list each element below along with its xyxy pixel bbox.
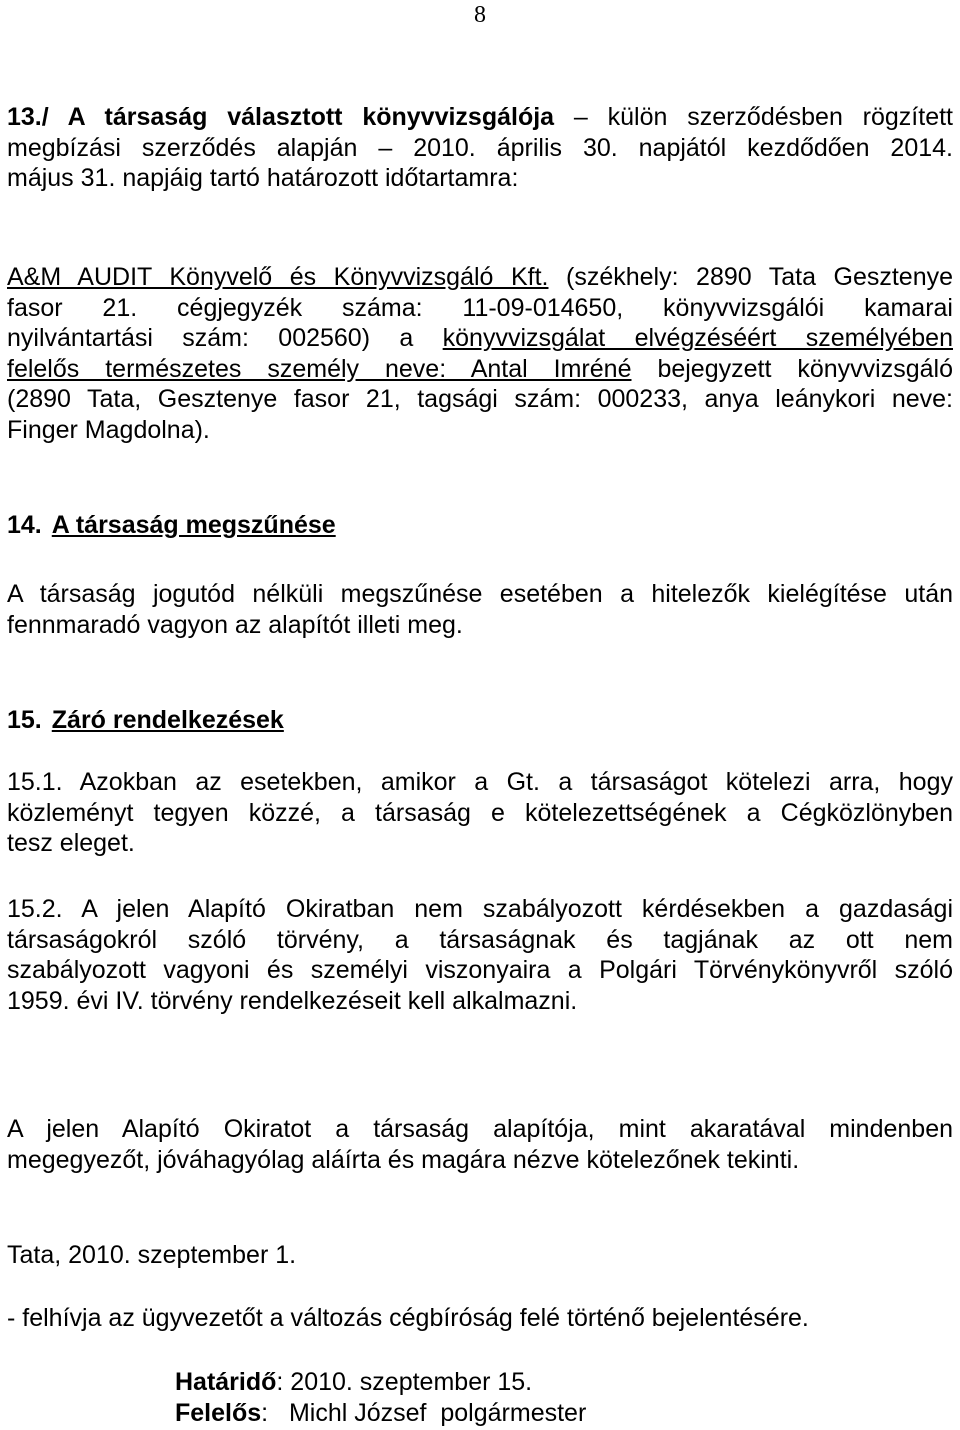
section-14-line-2: fennmaradó vagyon az alapítót illeti meg. (7, 610, 463, 639)
deadline-label: Határidő (175, 1368, 277, 1396)
deadline-row (175, 1367, 532, 1398)
section-13-line-2: megbízási szerződés alapján – 2010. április 30. napjától kezdődően 2014. (7, 133, 953, 162)
section-15-2-line-4: 1959. évi IV. törvény rendelkezéseit kell alkalmazni. (7, 986, 578, 1015)
section-13-line-1-rest: – külön szerződésben rögzített (554, 103, 953, 131)
section-13-line-3: május 31. napjáig tartó határozott időtartamra: (7, 164, 519, 192)
registered-auditor: bejegyzett könyvvizsgáló (631, 354, 953, 383)
auditor-line-1 (7, 262, 953, 293)
responsible-label: Felelős (175, 1399, 262, 1427)
section-14-title: A társaság megszűnése (51, 511, 336, 539)
auditor-line-3 (7, 323, 953, 354)
auditor-line-4 (7, 354, 953, 385)
instruction (7, 1303, 953, 1334)
section-14-line-1: A társaság jogutód nélküli megszűnése esetében a hitelezők kielégítése után (7, 580, 953, 608)
responsible-row (175, 1398, 586, 1429)
section-15-2 (7, 894, 953, 1016)
section-13-intro (7, 102, 953, 194)
registry-number: nyilvántartási szám: 002560) a (7, 324, 443, 352)
place-date-text: Tata, 2010. szeptember 1. (7, 1241, 297, 1269)
section-15-1-line-1: 15.1. Azokban az esetekben, amikor a Gt. a társaságot kötelezi arra, hogy (7, 768, 953, 796)
auditor-line-6: Finger Magdolna). (7, 415, 210, 444)
auditor-company-name: A&M AUDIT Könyvelő és Könyvvizsgáló Kft. (7, 263, 549, 291)
closing-line-2: megegyezőt, jóváhagyólag aláírta és magára nézve kötelezőnek tekinti. (7, 1145, 800, 1174)
section-15-1-line-2: közleményt tegyen közzé, a társaság e kötelezettségének a Cégközlönyben (7, 798, 953, 827)
instruction-text: - felhívja az ügyvezetőt a változás cégbíróság felé történő bejelentésére. (7, 1304, 809, 1332)
section-15-1 (7, 767, 953, 859)
section-14-number: 14. (7, 511, 42, 539)
section-15-heading (7, 705, 284, 735)
section-15-number: 15. (7, 706, 42, 734)
closing-statement (7, 1114, 953, 1175)
responsible-value: : Michl József polgármester (261, 1399, 587, 1427)
section-15-2-line-3: szabályozott vagyoni és személyi viszonyaira a Polgári Törvénykönyvről szóló (7, 956, 953, 984)
section-15-title: Záró rendelkezések (51, 706, 284, 734)
auditor-seat: (székhely: 2890 Tata Gesztenye (548, 263, 953, 291)
section-14-body (7, 579, 953, 640)
auditor-term: könyvvizsgálója (362, 103, 555, 131)
auditor-line-5: (2890 Tata, Gesztenye fasor 21, tagsági szám: 000233, anya leánykori neve: (7, 385, 953, 413)
responsible-person-label-2: felelős természetes személy neve: Antal Imréné (7, 354, 632, 383)
section-13-line-1 (7, 102, 953, 133)
section-14-heading (7, 510, 336, 540)
deadline-value: : 2010. szeptember 15. (276, 1368, 533, 1396)
closing-line-1: A jelen Alapító Okiratot a társaság alapítója, mint akaratával mindenben (7, 1115, 953, 1143)
page-number: 8 (474, 2, 486, 28)
place-date (7, 1240, 953, 1271)
responsible-person-label-1: könyvvizsgálat elvégzéséért személyében (442, 324, 953, 352)
section-15-2-line-2: társaságokról szóló törvény, a társaságnak és tagjának az ott nem (7, 925, 953, 954)
auditor-details (7, 262, 953, 445)
section-13-number: 13./ A társaság választott (7, 103, 363, 131)
auditor-line-2: fasor 21. cégjegyzék száma: 11-09-014650, könyvvizsgálói kamarai (7, 293, 953, 322)
section-15-1-line-3: tesz eleget. (7, 829, 135, 857)
section-15-2-line-1: 15.2. A jelen Alapító Okiratban nem szabályozott kérdésekben a gazdasági (7, 895, 953, 923)
